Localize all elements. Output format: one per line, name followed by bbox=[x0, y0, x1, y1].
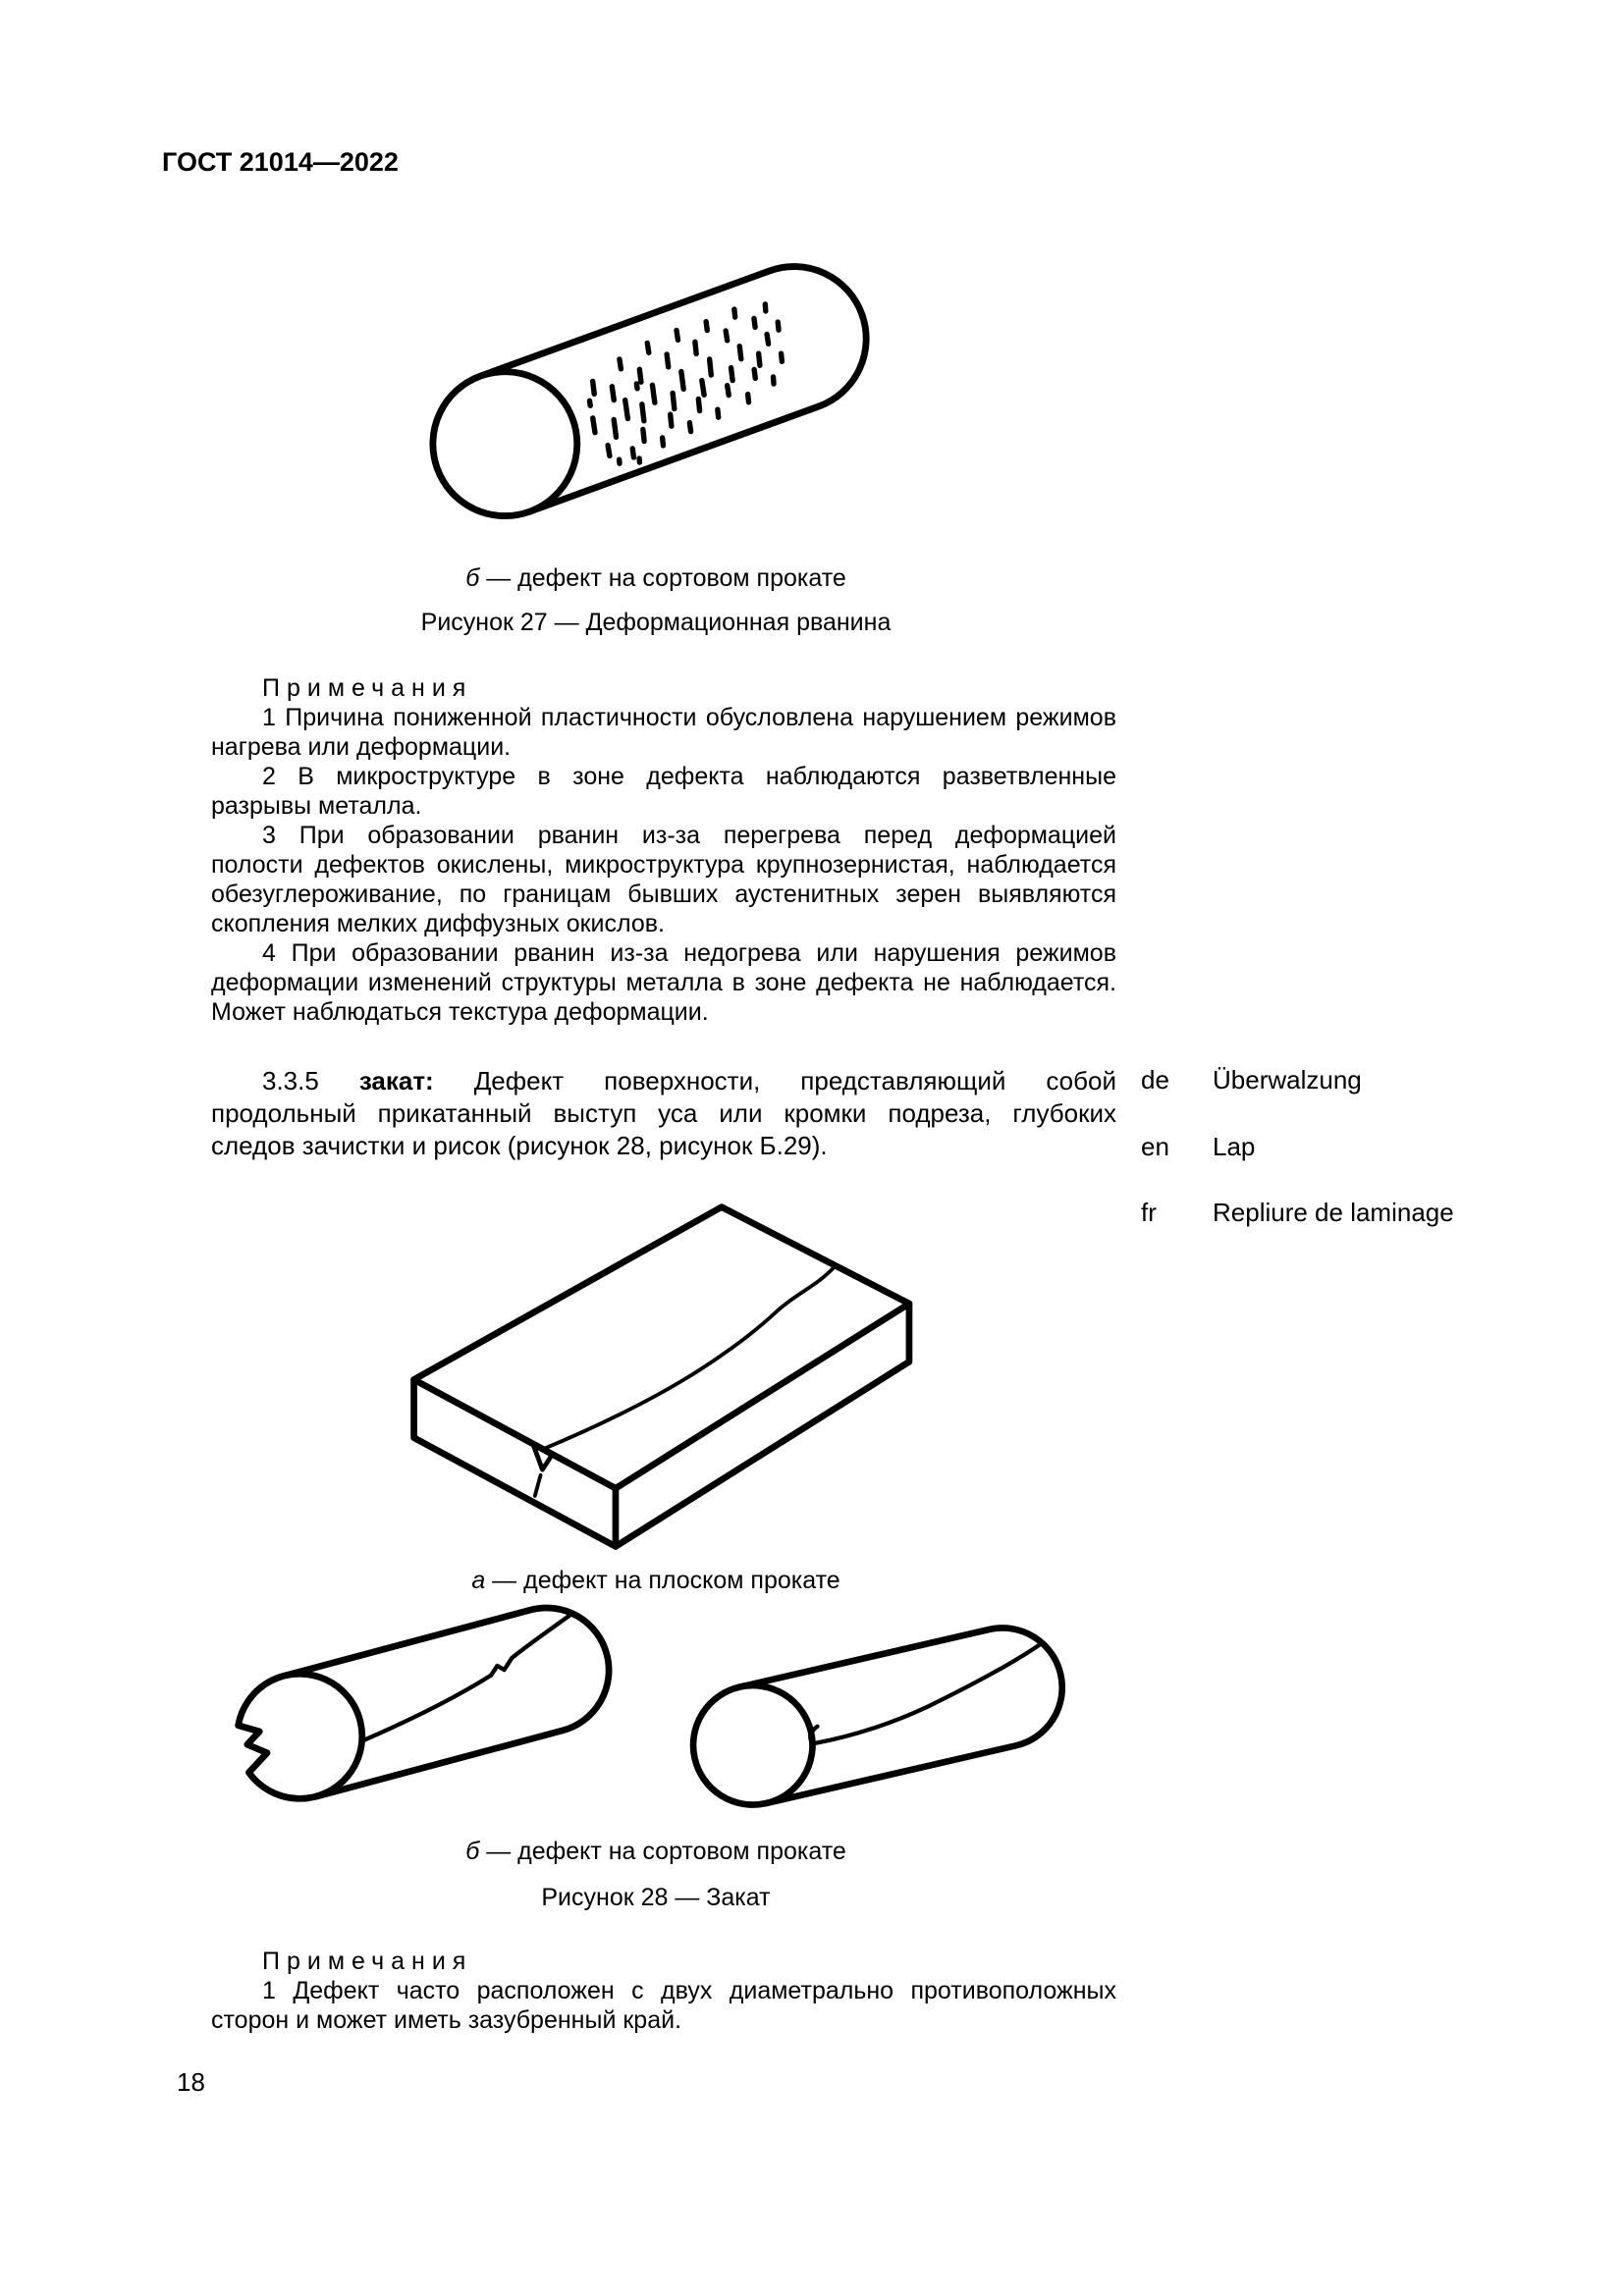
plate-right-face bbox=[616, 1304, 909, 1546]
term-number: 3.3.5 bbox=[262, 1066, 319, 1095]
notes-heading: Примечания bbox=[262, 1948, 473, 1975]
figure-28a-drawing bbox=[405, 1200, 930, 1556]
figure-28a-caption bbox=[185, 1567, 1127, 1596]
caption-label: б bbox=[465, 1838, 480, 1865]
crack-hatch-marks bbox=[571, 296, 806, 473]
notes-heading: Примечания bbox=[262, 674, 473, 702]
caption-label: б bbox=[465, 564, 480, 592]
caption-text: — дефект на плоском прокате bbox=[492, 1567, 840, 1594]
term-definition-line: продольный прикатанный выступ уса или кромки подреза, глубоких bbox=[211, 1098, 1116, 1128]
caption-label: а bbox=[471, 1567, 486, 1594]
lap-crack-line bbox=[543, 1265, 836, 1449]
note-item: 2 В микроструктуре в зоне дефекта наблюдаются разветвленные разрывы металла. bbox=[211, 763, 1116, 820]
lap-crack-line bbox=[343, 1614, 590, 1741]
figure-28b-left-drawing bbox=[234, 1602, 617, 1810]
side-face-crack bbox=[535, 1475, 541, 1496]
note-item: 1 Дефект часто расположен с двух диаметрально противоположных сторон и может иметь зазубренный край. bbox=[211, 1977, 1116, 2034]
notes-figure-27 bbox=[211, 673, 1116, 1027]
figure-28b-right-drawing bbox=[687, 1615, 1065, 1815]
note-item: 4 При образовании рванин из-за недогрева или нарушения режимов деформации изменений структуры металла в зоне дефекта не наблюдается. Может наблюдаться текстура деформации. bbox=[211, 939, 1116, 1026]
figure-27b-drawing bbox=[428, 261, 890, 550]
caption-text: — дефект на сортовом прокате bbox=[486, 1838, 846, 1865]
plate-top-face bbox=[414, 1207, 909, 1489]
note-item: 1 Причина пониженной пластичности обусловлена нарушением режимов нагрева или деформации. bbox=[211, 704, 1116, 761]
notes-figure-28 bbox=[211, 1947, 1116, 2035]
page-number: 18 bbox=[177, 2067, 205, 2097]
translation-fr bbox=[1141, 1198, 1553, 1229]
figure-28-title: Рисунок 28 — Закат bbox=[541, 1884, 771, 1911]
term-definition-line bbox=[211, 1065, 1116, 1097]
figure-27-title: Рисунок 27 — Деформационная рванина bbox=[420, 609, 892, 636]
language-code: de bbox=[1141, 1065, 1169, 1095]
translated-term: Repliure de laminage bbox=[1213, 1198, 1454, 1227]
term-3-3-5-paragraph bbox=[211, 1065, 1116, 1162]
translation-de bbox=[1141, 1065, 1553, 1096]
note-item: 3 При образовании рванин из-за перегрева перед деформацией полости дефектов окислены, микроструктура крупнозернистая, наблюдается обезуглероживание, по границам бывших аустенитных зерен выявляются скопления мелких диффузных окислов. bbox=[211, 822, 1116, 937]
lap-crack-line bbox=[801, 1643, 1053, 1744]
translated-term: Lap bbox=[1213, 1132, 1256, 1161]
term-definition-line: следов зачистки и рисок (рисунок 28, рисунок Б.29). bbox=[211, 1131, 828, 1160]
translation-en bbox=[1141, 1132, 1553, 1163]
language-code: en bbox=[1141, 1132, 1169, 1161]
plate-left-face bbox=[414, 1379, 616, 1546]
caption-text: — дефект на сортовом прокате bbox=[486, 564, 846, 592]
figure-28b-caption bbox=[185, 1838, 1127, 1867]
language-code: fr bbox=[1141, 1198, 1157, 1227]
term-name: закат: bbox=[358, 1066, 434, 1095]
figure-27b-caption bbox=[185, 564, 1127, 594]
term-definition-start: Дефект поверхности, представляющий собой bbox=[473, 1066, 1116, 1095]
translated-term: Überwalzung bbox=[1213, 1065, 1362, 1095]
page-header: ГОСТ 21014—2022 bbox=[162, 147, 399, 177]
bar-end-face bbox=[428, 351, 597, 536]
